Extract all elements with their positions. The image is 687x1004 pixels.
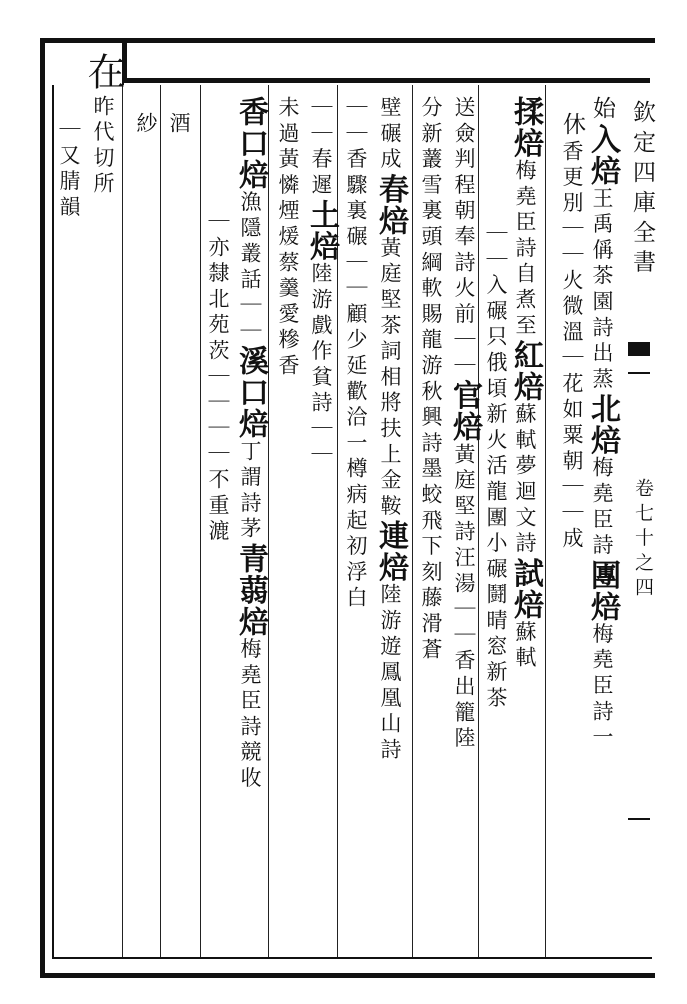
entry-text: 游秋興詩墨蛟飛下刻藤滑蒼 — [419, 354, 443, 664]
text-column — [207, 210, 228, 545]
entry-text: ｜亦隸北苑 — [206, 210, 230, 339]
entry-text: 陸游戲作貧詩｜｜ — [309, 262, 333, 469]
margin-chapter: 卷七十之四 — [632, 478, 654, 602]
entry-heading: 北焙 — [585, 393, 620, 457]
entry-text: 漁隱叢話｜｜ — [238, 190, 262, 346]
text-column — [420, 96, 441, 664]
entry-text: 未過黃 — [276, 96, 300, 174]
entry-text: 憐煙煖蔡羹愛糝香 — [276, 173, 300, 380]
margin-title: 欽定四庫全書 — [629, 100, 655, 280]
entry-text: 蘇軾夢迴文詩 — [513, 402, 537, 558]
text-column — [485, 222, 506, 712]
entry-text: 新茶 — [484, 660, 508, 713]
entry-text: 昨代切所 — [91, 94, 115, 199]
text-column — [233, 96, 268, 793]
entry-text: 酒 — [167, 112, 191, 138]
column-rule — [545, 85, 546, 957]
text-column — [560, 112, 583, 553]
text-column — [277, 96, 298, 380]
entry-text: 壁碾成 — [378, 96, 402, 174]
entry-text: 茨｜｜ — [206, 339, 230, 417]
entry-text: 梅堯臣詩自煮至 — [513, 159, 537, 340]
entry-text: ｜｜香 — [344, 96, 368, 174]
column-rule — [200, 85, 201, 957]
entry-text: 陸游遊鳳凰山詩 — [378, 583, 402, 764]
entry-text: 紗 — [134, 112, 158, 138]
entry-text: 分新䕺雪裏頭綱軟賜龍 — [419, 96, 443, 354]
fish-tail-mark — [628, 342, 650, 356]
entry-text: 梅堯臣詩 — [590, 456, 614, 560]
entry-heading: 試焙 — [508, 557, 543, 621]
entry-text: 休 — [559, 112, 585, 140]
entry-text: 新火活龍團小碾鬪晴窓 — [484, 402, 508, 661]
entry-text: 一樽病起初浮白 — [344, 431, 368, 613]
column-rule — [122, 85, 123, 957]
entry-heading: 青蒻焙 — [233, 543, 268, 638]
text-column — [508, 96, 543, 673]
text-column — [81, 52, 125, 199]
entry-heading: 土焙 — [304, 199, 339, 263]
entry-text: 黃庭堅詩汪湯｜｜香出籠陸 — [452, 442, 476, 753]
text-column — [135, 112, 156, 138]
entry-heading: 入焙 — [585, 123, 620, 187]
entry-text: 送僉判程朝奉詩火前｜｜ — [452, 96, 476, 380]
entry-heading: 香口焙 — [233, 96, 268, 191]
entry-text: ｜｜春遲 — [309, 96, 333, 200]
text-column — [345, 96, 366, 612]
margin-bottom-line — [628, 818, 650, 820]
entry-text: 始 — [589, 96, 615, 124]
entry-text: 朝｜｜成 — [560, 449, 584, 553]
entry-text: 香更別｜｜火微溫 — [560, 139, 584, 347]
entry-text: ｜｜入碾只俄頃 — [484, 222, 508, 403]
entry-text: 黃庭堅茶詞相將扶上金鞍 — [378, 236, 402, 521]
text-column — [585, 96, 620, 752]
entry-heading: 團焙 — [585, 559, 620, 623]
entry-text: ｜花如粟 — [560, 346, 584, 450]
column-rule — [160, 85, 161, 957]
column-rule — [268, 85, 269, 957]
entry-heading: 揉焙 — [508, 96, 543, 159]
entry-heading: 在 — [81, 52, 125, 95]
text-column — [168, 112, 189, 138]
top-rule — [122, 78, 650, 83]
entry-text: ｜｜ — [206, 416, 230, 469]
entry-text: ｜又腈韻 — [57, 118, 81, 222]
entry-text: 不重漉 — [206, 468, 230, 546]
entry-text: 梅堯臣詩一 — [590, 622, 614, 752]
entry-text: 王禹偁茶園詩出蒸 — [590, 186, 614, 394]
entry-text: 梅堯臣詩競收 — [238, 637, 262, 793]
entry-heading: 紅焙 — [508, 339, 543, 403]
entry-heading: 官焙 — [447, 379, 482, 443]
entry-heading: 連焙 — [373, 520, 408, 584]
entry-text: 驟裏碾｜｜顧少延歡洽 — [344, 173, 368, 432]
fish-tail-line — [628, 372, 650, 374]
column-rule — [412, 85, 413, 957]
text-column — [447, 96, 482, 753]
entry-heading: 春焙 — [373, 173, 408, 237]
text-column — [58, 118, 79, 221]
text-column — [304, 96, 339, 469]
entry-text: 丁謂詩茅 — [238, 439, 262, 544]
entry-text: 蘇軾 — [513, 620, 537, 673]
entry-heading: 溪口焙 — [233, 345, 268, 440]
text-column — [373, 96, 408, 764]
